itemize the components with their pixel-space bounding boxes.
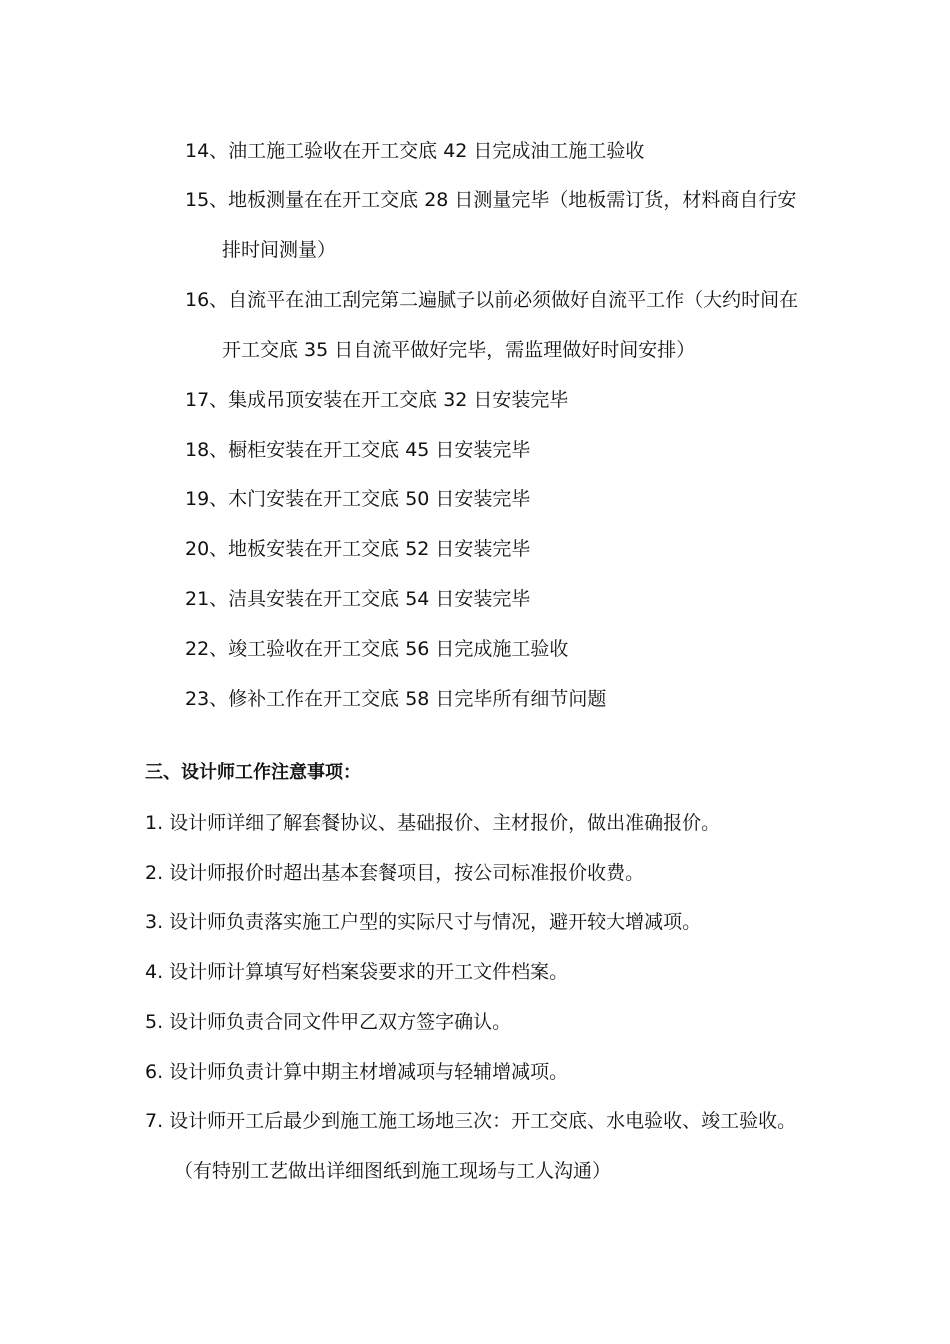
schedule-item-line: 14、油工施工验收在开工交底 42 日完成油工施工验收 (185, 140, 645, 162)
schedule-item-line: 16、自流平在油工刮完第二遍腻子以前必须做好自流平工作（大约时间在 (185, 289, 799, 311)
schedule-item-line: 17、集成吊顶安装在开工交底 32 日安装完毕 (185, 389, 569, 411)
designer-note-line: 5. 设计师负责合同文件甲乙双方签字确认。 (145, 1011, 512, 1033)
schedule-item-line-continued: 开工交底 35 日自流平做好完毕，需监理做好时间安排） (222, 339, 696, 361)
schedule-item-line: 18、橱柜安装在开工交底 45 日安装完毕 (185, 439, 531, 461)
designer-note-line: 7. 设计师开工后最少到施工施工场地三次：开工交底、水电验收、竣工验收。 (145, 1110, 797, 1132)
designer-note-line: 1. 设计师详细了解套餐协议、基础报价、主材报价，做出准确报价。 (145, 812, 721, 834)
schedule-item-line-continued: 排时间测量） (222, 239, 337, 261)
schedule-item-line: 23、修补工作在开工交底 58 日完毕所有细节问题 (185, 688, 607, 710)
schedule-item-line: 15、地板测量在在开工交底 28 日测量完毕（地板需订货，材料商自行安 (185, 189, 797, 211)
schedule-item-line: 19、木门安装在开工交底 50 日安装完毕 (185, 488, 531, 510)
designer-note-line: 6. 设计师负责计算中期主材增减项与轻辅增减项。 (145, 1061, 569, 1083)
designer-note-line: 3. 设计师负责落实施工户型的实际尺寸与情况，避开较大增减项。 (145, 911, 702, 933)
section-heading: 三、设计师工作注意事项： (145, 762, 361, 783)
schedule-item-line: 21、洁具安装在开工交底 54 日安装完毕 (185, 588, 531, 610)
schedule-item-line: 20、地板安装在开工交底 52 日安装完毕 (185, 538, 531, 560)
schedule-item-line: 22、竣工验收在开工交底 56 日完成施工验收 (185, 638, 569, 660)
designer-note-line-continued: （有特别工艺做出详细图纸到施工现场与工人沟通） (174, 1160, 612, 1182)
designer-note-line: 4. 设计师计算填写好档案袋要求的开工文件档案。 (145, 961, 569, 983)
designer-note-line: 2. 设计师报价时超出基本套餐项目，按公司标准报价收费。 (145, 862, 645, 884)
